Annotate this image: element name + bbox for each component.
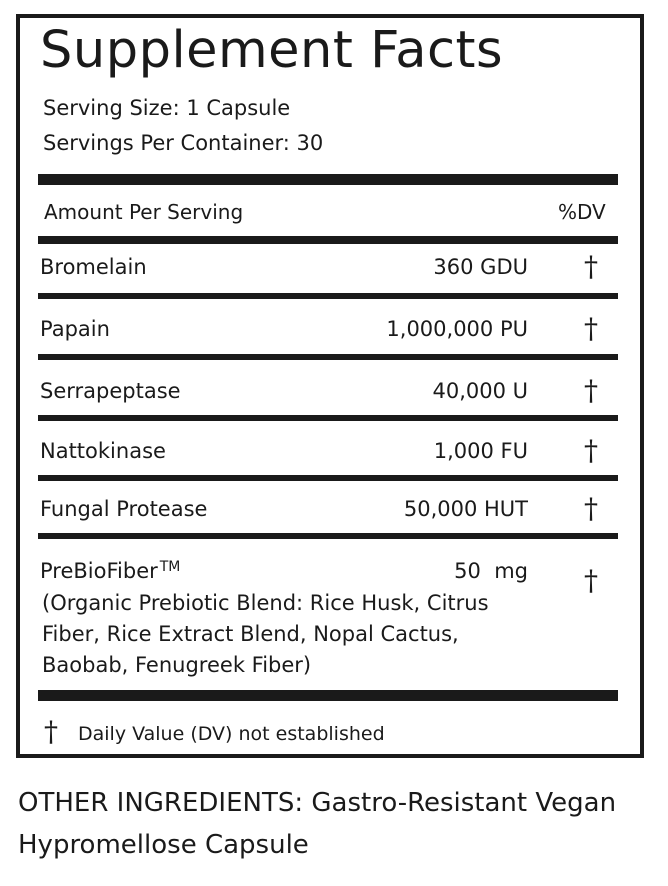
other-ingredients: OTHER INGREDIENTS: Gastro-Resistant Vegan Hypromellose Capsule xyxy=(18,788,617,860)
amount-per-serving-header: Amount Per Serving xyxy=(44,200,244,224)
row-dv-dagger: † xyxy=(584,312,598,345)
divider-bar xyxy=(38,293,618,299)
row-name-fungal-protease: Fungal Protease xyxy=(40,497,208,521)
row-dv-dagger: † xyxy=(584,374,598,407)
row-amount-papain: 1,000,000 PU xyxy=(386,317,528,341)
row-amount-serrapeptase: 40,000 U xyxy=(432,379,528,403)
footnote-text: Daily Value (DV) not established xyxy=(78,723,385,745)
footnote-dagger-symbol: † xyxy=(44,715,58,748)
row-amount-fungal-protease: 50,000 HUT xyxy=(403,497,528,521)
divider-bar xyxy=(38,354,618,360)
row-amount-prebiofiber: 50 mg xyxy=(454,559,528,583)
divider-bar xyxy=(38,174,618,185)
row-name-prebiofiber xyxy=(40,558,180,584)
row-dv-dagger: † xyxy=(584,492,598,525)
row-name-nattokinase: Nattokinase xyxy=(40,439,166,463)
row-dv-dagger: † xyxy=(584,434,598,467)
row-dv-dagger: † xyxy=(584,250,598,283)
prebiotic-blend-description: (Organic Prebiotic Blend: Rice Husk, Citrus Fiber, Rice Extract Blend, Nopal Cactus, Baobab, Fenugreek Fiber) xyxy=(42,591,489,677)
divider-bar xyxy=(38,533,618,539)
row-name-bromelain: Bromelain xyxy=(40,255,147,279)
divider-bar xyxy=(38,690,618,701)
dv-header: %DV xyxy=(558,200,606,224)
supplement-facts-panel xyxy=(16,14,644,758)
prebiofiber-name: PreBioFiber xyxy=(40,559,158,583)
divider-bar xyxy=(38,236,618,244)
divider-bar xyxy=(38,475,618,481)
row-amount-bromelain: 360 GDU xyxy=(433,255,528,279)
row-dv-dagger: † xyxy=(584,564,598,597)
serving-size: Serving Size: 1 Capsule xyxy=(43,96,291,120)
panel-title: Supplement Facts xyxy=(40,21,504,80)
row-name-serrapeptase: Serrapeptase xyxy=(40,379,181,403)
row-amount-nattokinase: 1,000 FU xyxy=(433,439,528,463)
trademark-mark: TM xyxy=(159,559,181,575)
servings-per-container: Servings Per Container: 30 xyxy=(43,131,324,155)
divider-bar xyxy=(38,415,618,421)
row-name-papain: Papain xyxy=(40,317,110,341)
